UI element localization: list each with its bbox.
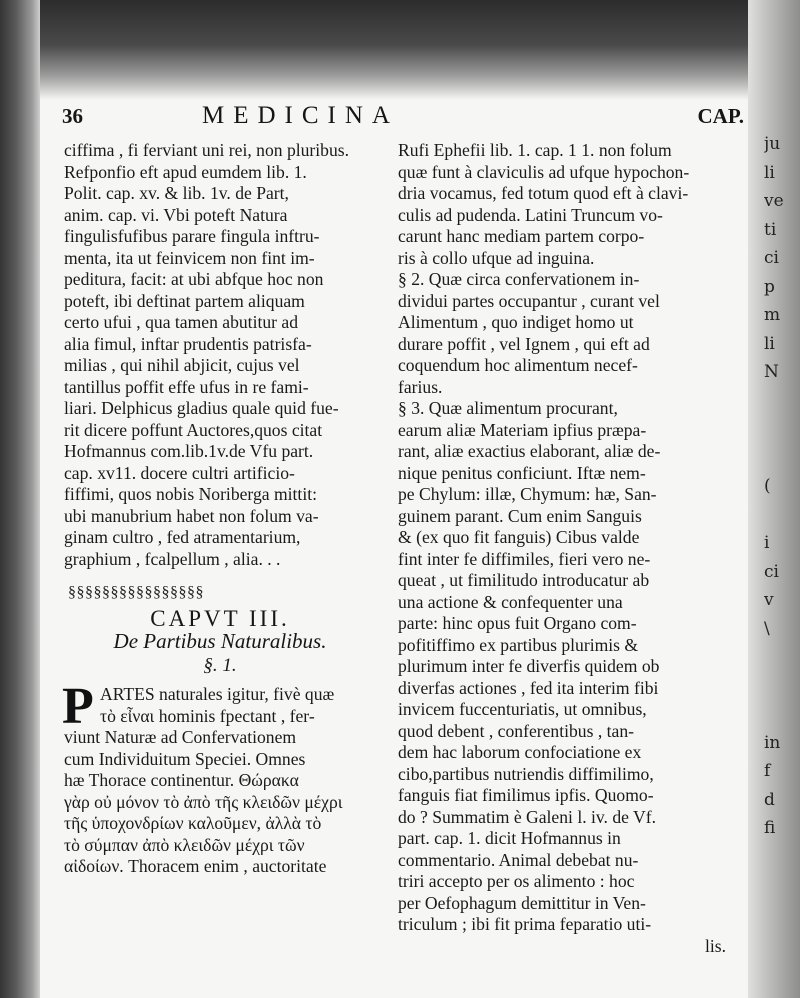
text-line: durare poffit , vel Ignem , qui eft ad bbox=[398, 333, 650, 354]
text-line: ubi manubrium habet non folum va- bbox=[64, 505, 319, 526]
text-line: τῆς ὑποχονδρίων καλοῦμεν, ἀλλὰ τὸ bbox=[64, 813, 322, 833]
text-line: § 2. Quæ circa confervationem in- bbox=[398, 269, 640, 289]
edge-fragment: ci bbox=[764, 248, 779, 268]
left-column bbox=[64, 140, 376, 878]
text-line: tantillus poffit effe ufus in re fami- bbox=[64, 376, 309, 397]
edge-fragment: ti bbox=[764, 219, 777, 240]
text-line: fiffimi, quos nobis Noriberga mittit: bbox=[64, 484, 317, 504]
text-line: farius. bbox=[398, 376, 443, 397]
facing-page-text bbox=[764, 130, 796, 843]
section-mark: §. 1. bbox=[203, 654, 237, 676]
edge-fragment bbox=[764, 700, 796, 729]
text-line: ris à collo ufque ad inguina. bbox=[398, 247, 595, 268]
text-line: quæ funt à claviculis ad ufque hypochon- bbox=[398, 161, 690, 182]
text-line: una actione & confequenter una bbox=[398, 591, 623, 612]
edge-fragment: p bbox=[764, 276, 775, 297]
text-line: liari. Delphicus gladius quale quid fue- bbox=[64, 398, 339, 418]
text-line: & (ex quo fit fanguis) Cibus valde bbox=[398, 527, 640, 547]
text-line: dem hac laborum confociatione ex bbox=[398, 742, 642, 762]
gutter-shadow-left bbox=[0, 0, 40, 998]
edge-fragment bbox=[764, 501, 796, 530]
running-chapter-label: CAP. bbox=[697, 104, 744, 128]
text-line: triculum ; ibi fit prima feparatio uti- bbox=[398, 914, 652, 934]
drop-cap: P bbox=[62, 678, 94, 735]
chapter-body bbox=[62, 678, 376, 878]
edge-fragment: li bbox=[764, 333, 775, 354]
text-line: viunt Naturæ ad Confervationem bbox=[64, 727, 297, 747]
edge-fragment bbox=[764, 415, 796, 444]
text-line: fingulisfufibus parare fingula inftru- bbox=[64, 226, 320, 246]
text-line: culis ad pudenda. Latini Truncum vo- bbox=[398, 204, 663, 225]
edge-fragment: \ bbox=[764, 618, 770, 639]
text-line: hæ Thorace continentur. Θώρακα bbox=[64, 770, 299, 790]
text-line: τὸ σύμπαν ἀπὸ κλειδῶν μέχρι τῶν bbox=[64, 834, 305, 855]
text-line: per Oefophagum demittitur in Ven- bbox=[398, 892, 646, 913]
edge-fragment: in bbox=[764, 732, 781, 753]
edge-fragment: f bbox=[764, 761, 771, 781]
edge-fragment: li bbox=[764, 162, 775, 183]
edge-fragment: i bbox=[764, 533, 770, 553]
text-line: cum Individuitum Speciei. Omnes bbox=[64, 748, 306, 769]
text-line: fint inter fe diffimiles, fieri vero ne- bbox=[398, 548, 651, 569]
text-line: § 3. Quæ alimentum procurant, bbox=[398, 398, 618, 418]
text-line: rant, aliæ exactius elaborant, aliæ de- bbox=[398, 441, 661, 461]
text-line: αἰδοίων. Thoracem enim , auctoritate bbox=[64, 856, 327, 876]
text-line: ciffima , fi ferviant uni rei, non pluribus. bbox=[64, 140, 350, 160]
text-line: milias , qui nihil abjicit, cujus vel bbox=[64, 355, 300, 375]
text-line: part. cap. 1. dicit Hofmannus in bbox=[398, 828, 621, 848]
running-title: MEDICINA bbox=[202, 102, 399, 129]
text-line: invicem fuccenturiatis, ut omnibus, bbox=[398, 699, 647, 719]
edge-fragment bbox=[764, 387, 796, 416]
text-line: fanguis fiat fimilimus ipfis. Quomo- bbox=[398, 785, 654, 805]
text-line: poteft, ibi deftinat partem aliquam bbox=[64, 290, 305, 311]
chapter-body-text bbox=[62, 678, 376, 878]
text-line: rit dicere poffunt Auctores,quos citat bbox=[64, 419, 323, 440]
text-line: cap. xv11. docere cultri artificio- bbox=[64, 462, 295, 483]
text-line: peditura, facit: at ubi abfque hoc non bbox=[64, 269, 324, 289]
text-line: carunt hanc mediam partem corpo- bbox=[398, 226, 645, 246]
text-line: Alimentum , quo indiget homo ut bbox=[398, 312, 634, 332]
edge-fragment: fi bbox=[764, 818, 776, 838]
text-line: Hofmannus com.lib.1v.de Vfu part. bbox=[64, 441, 314, 461]
text-line: graphium , fcalpellum , alia. . . bbox=[64, 548, 281, 569]
catchword: lis. bbox=[704, 935, 726, 956]
text-line: do ? Summatim è Galeni l. iv. de Vf. bbox=[398, 806, 656, 827]
page-number: 36 bbox=[62, 104, 83, 128]
text-line: ARTES naturales igitur, fivè quæ bbox=[100, 684, 335, 704]
text-line: plurimum inter fe diverfis quidem ob bbox=[398, 656, 660, 676]
text-line: menta, ita ut feinvicem non fint im- bbox=[64, 247, 315, 268]
edge-fragment: ve bbox=[764, 191, 784, 211]
text-line: diverfas actiones , fed ita interim fibi bbox=[398, 677, 659, 698]
edge-fragment bbox=[764, 672, 796, 701]
text-line: certo ufui , qua tamen abutitur ad bbox=[64, 312, 299, 332]
text-line: pe Chylum: illæ, Chymum: hæ, San- bbox=[398, 484, 657, 504]
text-line: quod debent , conferentibus , tan- bbox=[398, 720, 634, 741]
right-column-text bbox=[398, 140, 734, 936]
left-column-text bbox=[64, 140, 376, 570]
edge-fragment: m bbox=[764, 305, 781, 325]
right-column bbox=[398, 140, 734, 957]
page-header bbox=[62, 104, 752, 138]
text-line: commentario. Animal debebat nu- bbox=[398, 849, 639, 870]
text-line: coquendum hoc alimentum necef- bbox=[398, 355, 638, 375]
text-line: queat , ut fimilitudo introducatur ab bbox=[398, 570, 650, 590]
text-line: cibo,partibus nutriendis diffimilimo, bbox=[398, 763, 654, 784]
edge-fragment: ( bbox=[764, 476, 771, 496]
chapter-subtitle: De Partibus Naturalibus. bbox=[113, 629, 327, 653]
text-line: pofitiffimo ex partibus plurimis & bbox=[398, 634, 639, 655]
text-line: Rufi Ephefii lib. 1. cap. 1 1. non folum bbox=[398, 140, 672, 160]
text-line: Polit. cap. xv. & lib. 1v. de Part, bbox=[64, 183, 289, 203]
text-line: dividui partes occupantur , curant vel bbox=[398, 290, 660, 311]
edge-fragment: ju bbox=[764, 134, 781, 154]
text-line: triri accepto per os alimento : hoc bbox=[398, 871, 635, 891]
text-line: dria vocamus, fed totum quod eft à clavi- bbox=[398, 183, 689, 203]
text-line: anim. cap. vi. Vbi poteft Natura bbox=[64, 204, 288, 225]
ornament-divider: §§§§§§§§§§§§§§§§ bbox=[68, 584, 204, 601]
text-line: γὰρ οὐ μόνον τὸ ἀπὸ τῆς κλειδῶν μέχρι bbox=[64, 791, 343, 812]
text-line: ginam cultro , fed atramentarium, bbox=[64, 527, 301, 547]
text-line: τὸ εἶναι hominis fpectant , fer- bbox=[100, 705, 315, 726]
edge-fragment bbox=[764, 643, 796, 672]
text-line: earum aliæ Materiam ipfius præpa- bbox=[398, 419, 647, 440]
edge-fragment: d bbox=[764, 789, 775, 810]
text-line: guinem parant. Cum enim Sanguis bbox=[398, 505, 642, 526]
edge-fragment: N bbox=[764, 362, 779, 382]
edge-fragment: ci bbox=[764, 561, 779, 582]
edge-fragment: v bbox=[764, 590, 774, 610]
edge-fragment bbox=[764, 444, 796, 473]
text-line: parte: hinc opus fuit Organo com- bbox=[398, 613, 637, 633]
text-line: Refponfio eft apud eumdem lib. 1. bbox=[64, 161, 307, 182]
top-shadow bbox=[40, 0, 748, 100]
text-line: nique penitus conficiunt. Iftæ nem- bbox=[398, 462, 646, 483]
text-line: alia fimul, inftar prudentis patrisfa- bbox=[64, 333, 312, 354]
chapter-heading: CAPVT III. bbox=[150, 605, 290, 631]
